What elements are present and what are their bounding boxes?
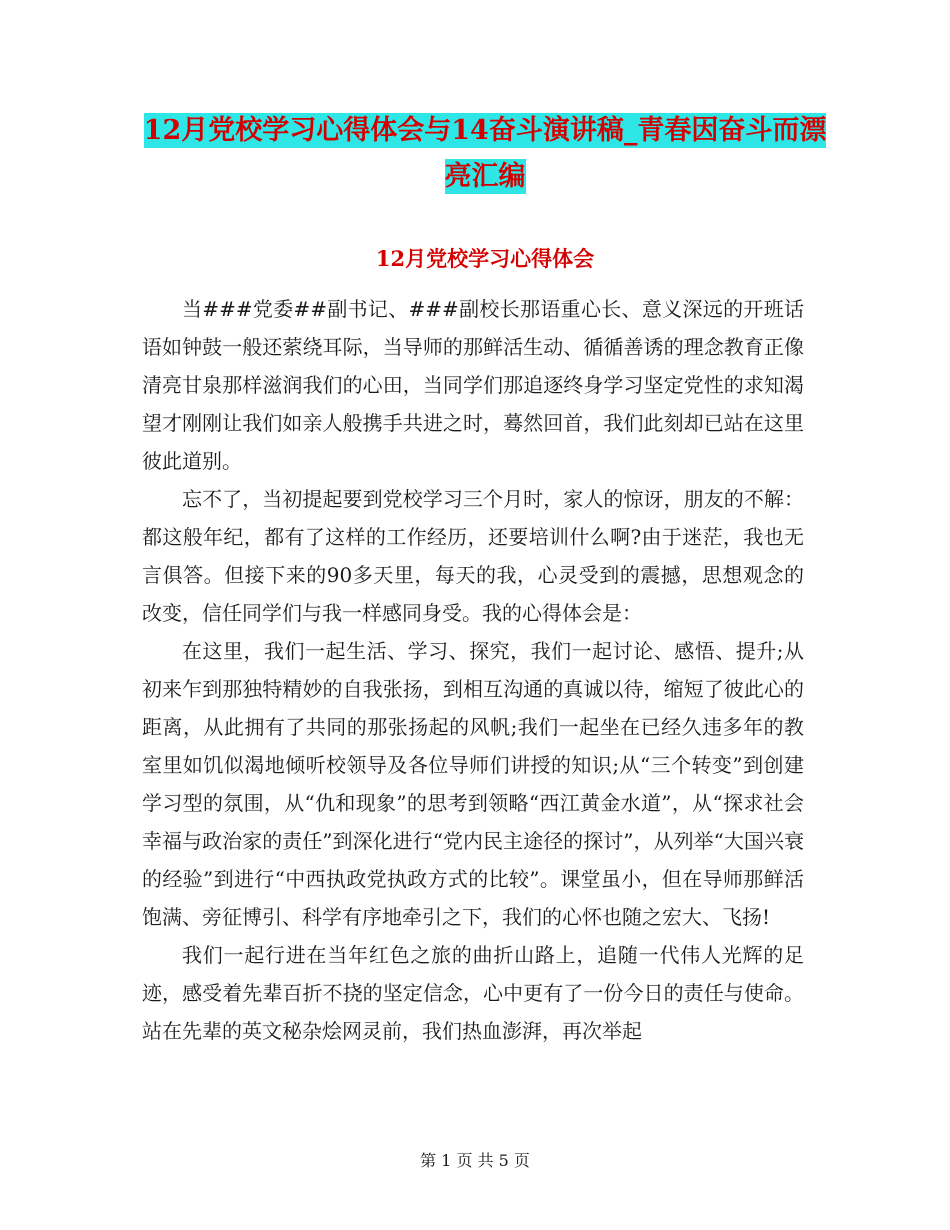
paragraph-2: 忘不了，当初提起要到党校学习三个月时，家人的惊讶，朋友的不解：都这般年纪，都有了这样的工作经历，还要培训什么啊?由于迷茫，我也无言俱答。但接下来的90多天里，每天的我，心灵受到的震撼，思想观念的改变，信任同学们与我一样感同身受。我的心得体会是： [142,487,804,625]
document-title [140,108,830,200]
page-footer: 第 1 页 共 5 页 [420,1151,530,1170]
paragraph-1: 当###党委##副书记、###副校长那语重心长、意义深远的开班话语如钟鼓一般还萦绕耳际，当导师的那鲜活生动、循循善诱的理念教育正像清亮甘泉那样滋润我们的心田，当同学们那追逐终身学习坚定党性的求知渴望才刚刚让我们如亲人般携手共进之时，蓦然回首，我们此刻却已站在这里彼此道别。 [142,297,804,473]
document-body [142,290,804,1050]
document-title-text: 12月党校学习心得体会与14奋斗演讲稿_青春因奋斗而漂亮汇编 [143,115,827,192]
paragraph-3: 在这里，我们一起生活、学习、探究，我们一起讨论、感悟、提升;从初来乍到那独特精妙的自我张扬，到相互沟通的真诚以待，缩短了彼此心的距离，从此拥有了共同的那张扬起的风帆;我们一起坐在已经久违多年的教室里如饥似渴地倾听校领导及各位导师们讲授的知识;从“三个转变”到创建学习型的氛围，从“仇和现象”的思考到领略“西江黄金水道”，从“探求社会幸福与政治家的责任”到深化进行“党内民主途径的探讨”，从列举“大国兴衰的经验”到进行“中西执政党执政方式的比较”。课堂虽小，但在导师那鲜活饱满、旁征博引、科学有序地牵引之下，我们的心怀也随之宏大、飞扬! [142,639,804,929]
paragraph-4: 我们一起行进在当年红色之旅的曲折山路上，追随一代伟人光辉的足迹，感受着先辈百折不挠的坚定信念，心中更有了一份今日的责任与使命。站在先辈的英文秘杂烩网灵前，我们热血澎湃，再次举起 [142,943,804,1043]
section-title: 12月党校学习心得体会 [375,246,595,271]
